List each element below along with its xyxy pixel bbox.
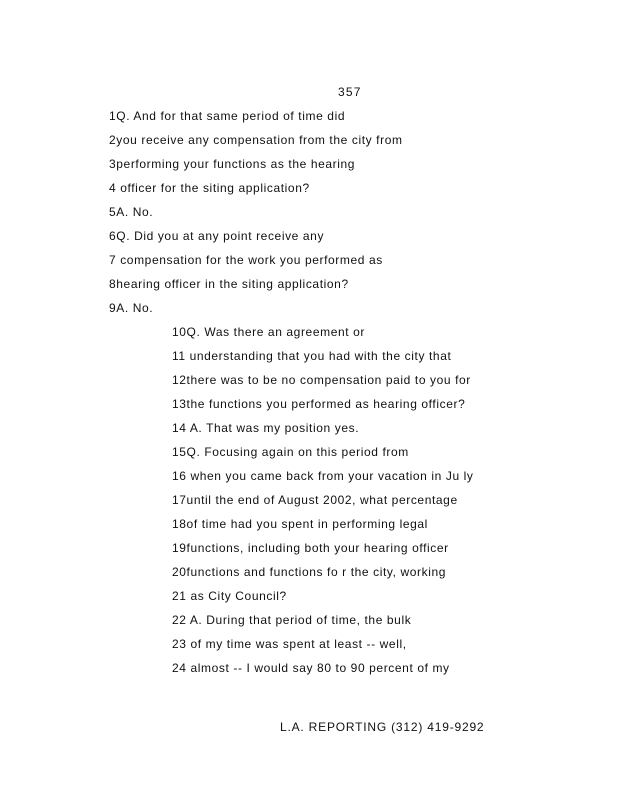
transcript-line: 15Q. Focusing again on this period from	[172, 445, 409, 459]
transcript-line: 16 when you came back from your vacation in Ju ly	[172, 469, 474, 483]
transcript-line: 22 A. During that period of time, the bulk	[172, 613, 412, 627]
page-number: 357	[338, 85, 362, 99]
transcript-line: 21 as City Council?	[172, 589, 287, 603]
transcript-line: 12there was to be no compensation paid to you for	[172, 373, 471, 387]
transcript-line: 24 almost -- I would say 80 to 90 percent of my	[172, 661, 450, 675]
transcript-line: 14 A. That was my position yes.	[172, 421, 360, 435]
transcript-line: 9A. No.	[109, 301, 154, 315]
transcript-line: 19functions, including both your hearing officer	[172, 541, 449, 555]
transcript-line: 23 of my time was spent at least -- well,	[172, 637, 407, 651]
transcript-line: 1Q. And for that same period of time did	[109, 109, 346, 123]
transcript-line: 3performing your functions as the hearing	[109, 157, 356, 171]
transcript-line: 5A. No.	[109, 205, 154, 219]
transcript-line: 13the functions you performed as hearing officer?	[172, 397, 466, 411]
transcript-line: 8hearing officer in the siting application?	[109, 277, 349, 291]
transcript-line: 4 officer for the siting application?	[109, 181, 310, 195]
transcript-line: 17until the end of August 2002, what percentage	[172, 493, 458, 507]
transcript-line: 6Q. Did you at any point receive any	[109, 229, 325, 243]
transcript-line: 11 understanding that you had with the city that	[172, 349, 452, 363]
transcript-line: 7 compensation for the work you performed as	[109, 253, 383, 267]
transcript-line: 20functions and functions fo r the city, working	[172, 565, 447, 579]
transcript-line: 18of time had you spent in performing legal	[172, 517, 428, 531]
transcript-line: 2you receive any compensation from the city from	[109, 133, 403, 147]
reporter-footer: L.A. REPORTING (312) 419-9292	[280, 720, 485, 734]
transcript-line: 10Q. Was there an agreement or	[172, 325, 365, 339]
